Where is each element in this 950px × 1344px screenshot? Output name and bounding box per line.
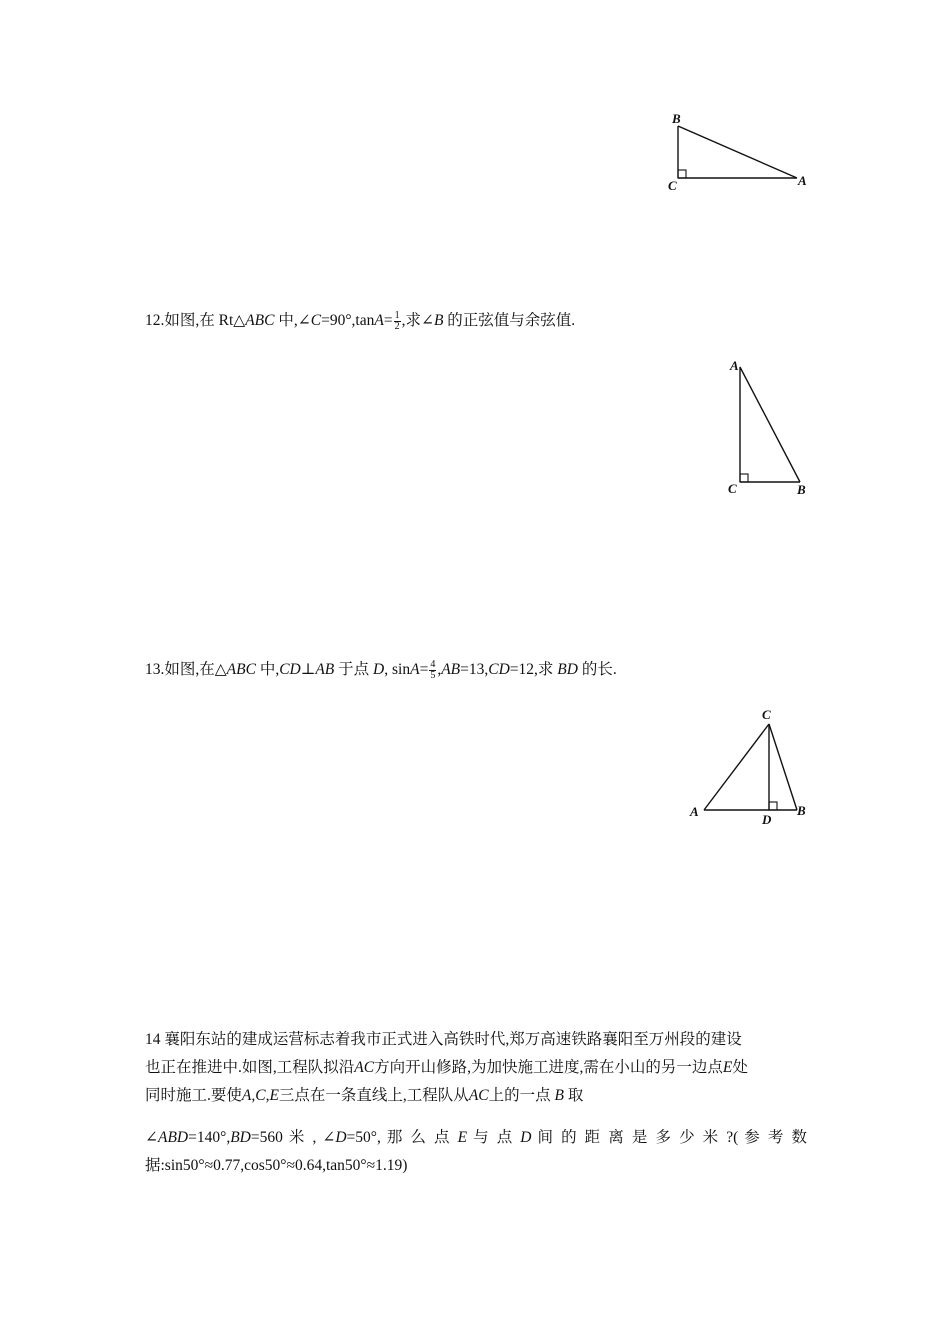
- q13-text: =: [419, 661, 429, 679]
- q13-var-ab: AB: [441, 661, 461, 679]
- q12-text: =: [383, 312, 393, 330]
- q12-text: 12.如图,在 Rt△: [145, 312, 246, 330]
- q14-text: ∠: [145, 1129, 158, 1146]
- q13-text: ⊥: [300, 661, 316, 679]
- side-ab: [678, 126, 797, 178]
- q13-var-cd: CD: [279, 661, 301, 679]
- q12-var-abc: ABC: [245, 312, 275, 330]
- fraction-four-fifths: [429, 660, 436, 681]
- q12-var-a: A: [374, 312, 384, 330]
- vertex-label-c: C: [668, 178, 677, 193]
- vertex-label-a: A: [730, 358, 739, 373]
- q14-line-1: 14 襄阳东站的建成运营标志着我市正式进入高铁时代,郑万高速铁路襄阳至万州段的建设: [145, 1031, 742, 1048]
- q14-var-d: D: [335, 1129, 347, 1146]
- vertex-label-c: C: [728, 481, 737, 496]
- q14-line-5: 据:sin50°≈0.77,cos50°≈0.64,tan50°≈1.19): [145, 1157, 408, 1174]
- q13-var-cd: CD: [488, 661, 510, 679]
- q14-text: =140°,: [188, 1129, 231, 1146]
- q14-var-abd: ABD: [158, 1129, 189, 1146]
- q13-text: =13,: [460, 661, 489, 679]
- q13-var-d: D: [373, 661, 385, 679]
- fraction-denominator: 2: [394, 321, 400, 332]
- fraction-numerator: 1: [394, 310, 400, 321]
- q14-text: 也正在推进中.如图,工程队拟沿: [145, 1059, 355, 1076]
- q13-text: =12,求: [509, 661, 558, 679]
- q12-text: 的正弦值与余弦值.: [443, 312, 576, 330]
- vertex-label-b: B: [672, 111, 681, 126]
- q14-line-2: [145, 1054, 807, 1082]
- side-cb: [769, 724, 797, 810]
- question-14: [145, 1026, 807, 1180]
- vertex-label-c: C: [762, 707, 771, 722]
- right-angle-mark: [769, 802, 777, 810]
- q13-text: 13.如图,在△: [145, 661, 227, 679]
- question-12: [145, 311, 575, 332]
- q14-var-ac: AC: [468, 1087, 489, 1104]
- q14-text: 间 的 距 离 是 多 少 米 ?( 参 考 数: [531, 1129, 807, 1146]
- q13-text: 中,: [255, 661, 280, 679]
- q14-var-ac: AC: [354, 1059, 375, 1076]
- q14-var-b: B: [554, 1087, 564, 1104]
- q13-var-a: A: [410, 661, 420, 679]
- q14-text: =560 米 , ∠: [250, 1129, 336, 1146]
- vertex-label-b: B: [797, 482, 806, 497]
- q14-text: 上的一点: [488, 1087, 551, 1104]
- q12-var-b: B: [433, 312, 444, 330]
- q13-var-abc: ABC: [226, 661, 256, 679]
- fraction-denominator: 5: [430, 670, 436, 681]
- q13-text: ,: [437, 661, 442, 679]
- vertex-label-a: A: [690, 804, 699, 819]
- q14-text: 处: [732, 1059, 748, 1076]
- q14-var-e: E: [457, 1129, 468, 1146]
- q14-line-4: [145, 1124, 807, 1152]
- right-angle-mark: [678, 170, 686, 178]
- fraction-numerator: 4: [430, 659, 436, 670]
- vertex-label-d: D: [762, 812, 772, 827]
- q14-var-d: D: [520, 1129, 532, 1146]
- side-ab: [740, 367, 800, 482]
- q12-text: 中,∠: [274, 312, 311, 330]
- q13-var-ab: AB: [315, 661, 335, 679]
- q12-var-c: C: [310, 312, 322, 330]
- q13-text: 于点: [334, 661, 374, 679]
- figure-triangle-q11: [660, 108, 820, 198]
- right-angle-mark: [740, 474, 748, 482]
- question-13: [145, 660, 617, 681]
- vertex-label-b: B: [797, 803, 806, 818]
- q14-var-bd: BD: [230, 1129, 251, 1146]
- side-ac: [704, 724, 769, 810]
- q14-text: 与 点: [467, 1129, 521, 1146]
- figure-triangle-q13: [684, 700, 824, 830]
- q14-text: 同时施工.要使: [145, 1087, 242, 1104]
- vertex-label-a: A: [798, 173, 807, 188]
- q12-text: =90°,tan: [321, 312, 375, 330]
- q14-text: 方向开山修路,为加快施工进度,需在小山的另一边点: [374, 1059, 723, 1076]
- q13-text: 的长.: [577, 661, 617, 679]
- q13-var-bd: BD: [557, 661, 578, 679]
- q14-var-ace: A,C,E: [241, 1087, 279, 1104]
- figure-triangle-q12: [722, 355, 822, 500]
- q13-text: , sin: [384, 661, 411, 679]
- q12-text: ,求∠: [401, 312, 434, 330]
- q14-text: 取: [567, 1087, 584, 1104]
- q14-var-e: E: [722, 1059, 733, 1076]
- q14-line-3: [145, 1082, 807, 1110]
- q14-text: =50°, 那 么 点: [346, 1129, 458, 1146]
- q14-text: 三点在一条直线上,工程队从: [278, 1087, 469, 1104]
- fraction-one-half: [394, 311, 401, 332]
